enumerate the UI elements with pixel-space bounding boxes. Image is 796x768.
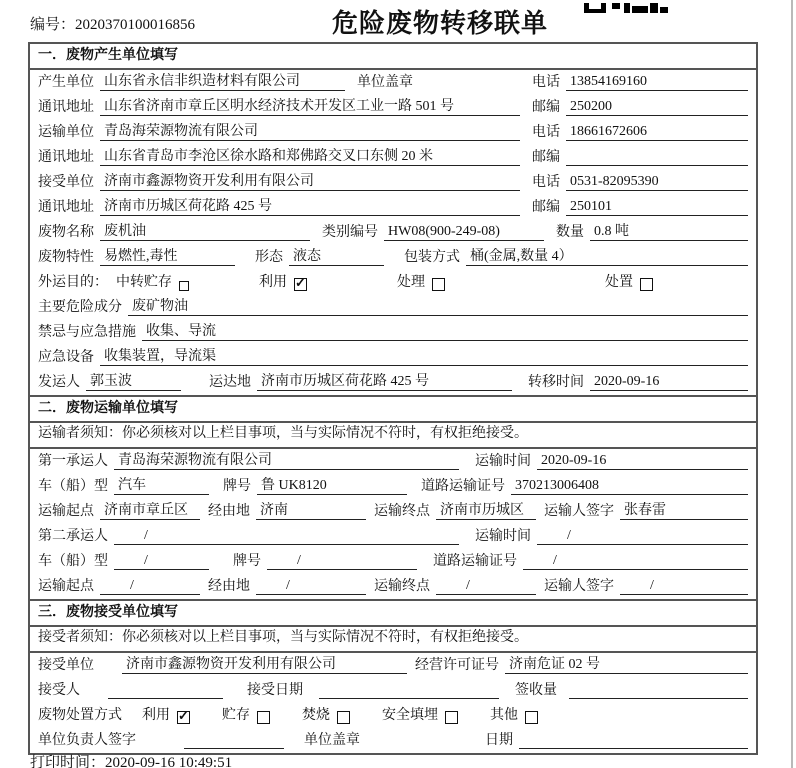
zip-label: 邮编 — [532, 200, 560, 215]
transport-time-value: 2020-09-16 — [537, 452, 748, 470]
serial-value: 2020370100016856 — [75, 17, 196, 33]
page-title: 危险废物转移联单 — [331, 9, 548, 38]
waste-name-label: 废物名称 — [38, 225, 94, 240]
row-receiver — [30, 170, 756, 195]
carrier-label: 第二承运人 — [38, 529, 108, 544]
receipt-value — [569, 698, 748, 699]
transport-time-label: 运输时间 — [475, 529, 531, 544]
row-manager-signature — [30, 728, 756, 753]
page-edge-line — [791, 0, 793, 768]
row-producer — [30, 70, 756, 95]
row-first-route — [30, 499, 756, 524]
row-receiver-address — [30, 195, 756, 220]
receiver-value: 济南市鑫源物资开发利用有限公司 — [100, 173, 520, 191]
packing-label: 包装方式 — [404, 250, 460, 265]
receiver-label: 接受单位 — [38, 175, 94, 190]
producer-value: 山东省永信非织造材料有限公司 — [100, 73, 345, 91]
row-consignor — [30, 370, 756, 395]
via-label: 经由地 — [208, 579, 250, 594]
vehicle-type-value: 汽车 — [114, 477, 209, 495]
phone-label: 电话 — [532, 125, 560, 140]
taboo-value: 收集、导流 — [142, 323, 748, 341]
checkbox-landfill — [445, 711, 458, 724]
end-label: 运输终点 — [374, 504, 430, 519]
print-time-label: 打印时间： — [30, 755, 106, 768]
carrier-sign-label: 运输人签字 — [544, 579, 614, 594]
destination-label: 运达地 — [209, 375, 251, 390]
quantity-label: 数量 — [556, 225, 584, 240]
qr-code-icon — [584, 0, 668, 18]
accept-date-label: 接受日期 — [247, 683, 303, 698]
disposal-option-landfill — [382, 707, 458, 724]
zip-label: 邮编 — [532, 150, 560, 165]
consignor-label: 发运人 — [38, 375, 80, 390]
zip-value: 250200 — [566, 98, 748, 116]
print-time-value: 2020-09-16 10:49:51 — [105, 755, 233, 768]
address-label: 通讯地址 — [38, 200, 94, 215]
plate-value: / — [267, 552, 417, 570]
receiver-value: 济南市鑫源物资开发利用有限公司 — [122, 656, 407, 674]
origin-value: 济南市章丘区 — [100, 502, 200, 520]
checkbox-dispose — [640, 278, 653, 291]
row-acceptor — [30, 678, 756, 703]
transporter-notice: 运输者须知：你必须核对以上栏目事项，当与实际情况不符时，有权拒绝接受。 — [30, 423, 756, 449]
origin-label: 运输起点 — [38, 579, 94, 594]
destination-value: 济南市历城区荷花路 425 号 — [257, 373, 512, 391]
accept-date-value — [319, 698, 499, 699]
equipment-label: 应急设备 — [38, 350, 94, 365]
section3-header: 三．废物接受单位填写 — [30, 601, 756, 627]
purpose-option-transfer-storage — [116, 274, 189, 291]
receiver-label: 接受单位 — [38, 658, 94, 673]
character-value: 易燃性,毒性 — [100, 248, 235, 266]
via-label: 经由地 — [208, 504, 250, 519]
row-emergency-equipment — [30, 345, 756, 370]
disposal-option-incinerate — [302, 707, 350, 724]
option-label: 利用 — [259, 275, 287, 290]
phone-value: 0531-82095390 — [566, 173, 748, 191]
via-value: 济南 — [256, 502, 366, 520]
option-label: 贮存 — [222, 708, 250, 723]
transporter-label: 运输单位 — [38, 125, 94, 140]
carrier-sign-value: / — [620, 577, 748, 595]
row-waste-character — [30, 245, 756, 270]
address-label: 通讯地址 — [38, 100, 94, 115]
option-label: 安全填埋 — [382, 708, 438, 723]
row-hazard-component — [30, 295, 756, 320]
transfer-time-label: 转移时间 — [528, 375, 584, 390]
form-state-label: 形态 — [255, 250, 283, 265]
via-value: / — [256, 577, 366, 595]
row-producer-address — [30, 95, 756, 120]
row-transporter-address — [30, 145, 756, 170]
transfer-time-value: 2020-09-16 — [590, 373, 748, 391]
row-first-vehicle — [30, 474, 756, 499]
carrier-value: / — [114, 527, 459, 545]
option-label: 处置 — [605, 275, 633, 290]
end-value: 济南市历城区 — [436, 502, 536, 520]
zip-label: 邮编 — [532, 100, 560, 115]
carrier-label: 第一承运人 — [38, 454, 108, 469]
row-accept-unit — [30, 653, 756, 678]
acceptor-label: 接受人 — [38, 683, 80, 698]
checkbox-store — [257, 711, 270, 724]
category-label: 类别编号 — [322, 225, 378, 240]
manager-sign-value — [184, 748, 284, 749]
transport-time-label: 运输时间 — [475, 454, 531, 469]
zip-value — [566, 165, 748, 166]
checkbox-recycle — [177, 711, 190, 724]
serial-label: 编号： — [30, 17, 76, 33]
checkbox-recycle — [294, 278, 307, 291]
acceptor-value — [108, 698, 223, 699]
character-label: 废物特性 — [38, 250, 94, 265]
manifest-form — [28, 42, 758, 755]
end-label: 运输终点 — [374, 579, 430, 594]
disposal-option-other — [490, 707, 538, 724]
plate-value: 鲁 UK8120 — [257, 477, 407, 495]
address-label: 通讯地址 — [38, 150, 94, 165]
carrier-sign-value: 张春雷 — [620, 502, 748, 520]
section-producer — [30, 44, 756, 395]
carrier-value: 青岛海荣源物流有限公司 — [114, 452, 459, 470]
option-label: 处理 — [397, 275, 425, 290]
purpose-option-treat — [397, 274, 445, 291]
checkbox-incinerate — [337, 711, 350, 724]
option-label: 利用 — [142, 708, 170, 723]
form-state-value: 液态 — [289, 248, 384, 266]
transport-time-value: / — [537, 527, 748, 545]
road-license-value: / — [523, 552, 748, 570]
plate-label: 牌号 — [233, 554, 261, 569]
checkbox-transfer-storage — [179, 281, 189, 291]
unit-seal-label: 单位盖章 — [357, 75, 413, 90]
unit-seal-label: 单位盖章 — [304, 733, 360, 748]
row-first-carrier — [30, 449, 756, 474]
purpose-option-recycle — [259, 274, 307, 291]
producer-label: 产生单位 — [38, 75, 94, 90]
row-disposal-method — [30, 703, 756, 728]
phone-value: 13854169160 — [566, 73, 748, 91]
consignor-value: 郭玉波 — [86, 373, 181, 391]
taboo-label: 禁忌与应急措施 — [38, 325, 136, 340]
road-license-label: 道路运输证号 — [433, 554, 517, 569]
vehicle-type-label: 车（船）型 — [38, 554, 108, 569]
zip-value: 250101 — [566, 198, 748, 216]
phone-label: 电话 — [532, 75, 560, 90]
section-transporter — [30, 395, 756, 599]
road-license-label: 道路运输证号 — [421, 479, 505, 494]
purpose-label: 外运目的： — [38, 275, 108, 290]
section-receiver — [30, 599, 756, 753]
receiver-notice: 接受者须知：你必须核对以上栏目事项，当与实际情况不符时，有权拒绝接受。 — [30, 627, 756, 653]
receipt-label: 签收量 — [515, 683, 557, 698]
origin-label: 运输起点 — [38, 504, 94, 519]
disposal-option-recycle — [142, 707, 190, 724]
row-transfer-purpose — [30, 270, 756, 295]
vehicle-type-label: 车（船）型 — [38, 479, 108, 494]
disposal-label: 废物处置方式 — [38, 708, 122, 723]
option-label: 中转贮存 — [116, 275, 172, 290]
manager-sign-label: 单位负责人签字 — [38, 733, 136, 748]
address-value: 济南市历城区荷花路 425 号 — [100, 198, 520, 216]
category-value: HW08(900-249-08) — [384, 223, 544, 241]
checkbox-other — [525, 711, 538, 724]
waste-name-value: 废机油 — [100, 223, 310, 241]
end-value: / — [436, 577, 536, 595]
phone-label: 电话 — [532, 175, 560, 190]
permit-value: 济南危证 02 号 — [505, 656, 748, 674]
packing-value: 桶(金属,数量 4） — [466, 248, 748, 266]
date-value — [519, 748, 748, 749]
print-time — [30, 751, 232, 768]
section2-header: 二．废物运输单位填写 — [30, 397, 756, 423]
disposal-option-store — [222, 707, 270, 724]
origin-value: / — [100, 577, 200, 595]
row-second-carrier — [30, 524, 756, 549]
row-transporter — [30, 120, 756, 145]
address-value: 山东省济南市章丘区明水经济技术开发区工业一路 501 号 — [100, 98, 520, 116]
permit-label: 经营许可证号 — [415, 658, 499, 673]
date-label: 日期 — [485, 733, 513, 748]
hazard-value: 废矿物油 — [128, 298, 748, 316]
option-label: 其他 — [490, 708, 518, 723]
row-taboo-measures — [30, 320, 756, 345]
phone-value: 18661672606 — [566, 123, 748, 141]
purpose-option-dispose — [605, 274, 653, 291]
vehicle-type-value: / — [114, 552, 209, 570]
address-value: 山东省青岛市李沧区徐水路和郑佛路交叉口东侧 20 米 — [100, 148, 520, 166]
row-second-vehicle — [30, 549, 756, 574]
hazard-label: 主要危险成分 — [38, 300, 122, 315]
option-label: 焚烧 — [302, 708, 330, 723]
plate-label: 牌号 — [223, 479, 251, 494]
section1-header: 一．废物产生单位填写 — [30, 44, 756, 70]
checkbox-treat — [432, 278, 445, 291]
carrier-sign-label: 运输人签字 — [544, 504, 614, 519]
equipment-value: 收集装置，导流渠 — [100, 348, 748, 366]
quantity-value: 0.8 吨 — [590, 223, 748, 241]
row-waste-name — [30, 220, 756, 245]
road-license-value: 370213006408 — [511, 477, 748, 495]
transporter-value: 青岛海荣源物流有限公司 — [100, 123, 520, 141]
row-second-route — [30, 574, 756, 599]
